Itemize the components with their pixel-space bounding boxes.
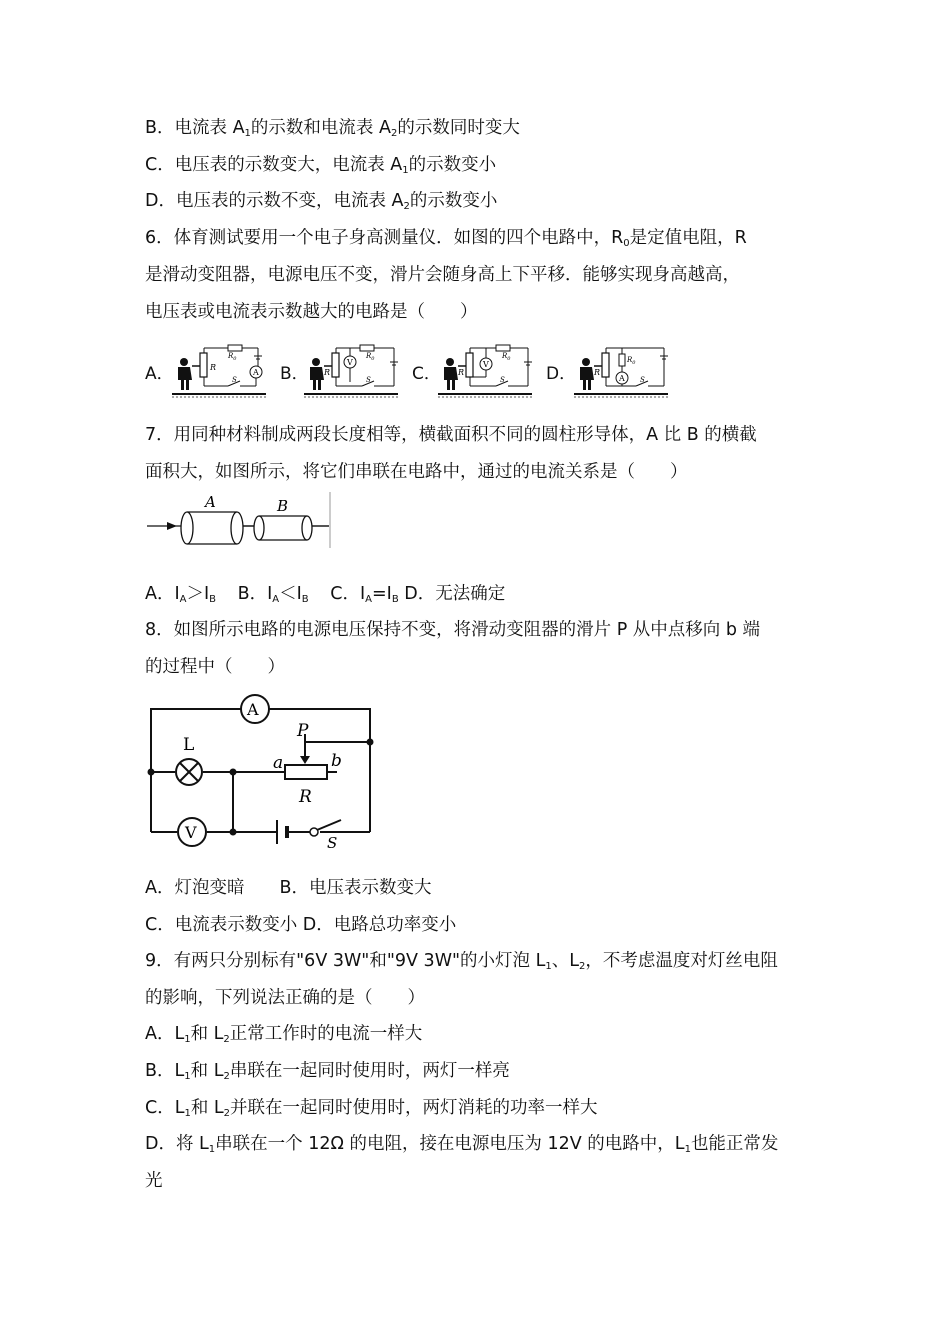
q6-option-b-label: B． bbox=[280, 364, 309, 384]
q5-option-b: B．电流表 $A_1$的示数和电流表 $A_2$的示数同时变大 bbox=[145, 118, 520, 139]
q6-stem-line1: 6．体育测试要用一个电子身高测量仪．如图的四个电路中，$R_0$是定值电阻，R bbox=[145, 228, 747, 249]
svg-text:R: R bbox=[458, 368, 465, 377]
q6-option-d-label: D． bbox=[546, 364, 577, 384]
svg-text:P: P bbox=[297, 721, 309, 741]
q8-stem-line1: 8．如图所示电路的电源电压保持不变，将滑动变阻器的滑片 P 从中点移向 b 端 bbox=[145, 620, 761, 640]
person-icon bbox=[310, 358, 324, 390]
svg-text:A: A bbox=[619, 374, 625, 383]
conductor-b bbox=[254, 516, 312, 540]
person-icon bbox=[444, 358, 458, 390]
svg-text:V: V bbox=[483, 360, 489, 369]
svg-text:B: B bbox=[277, 497, 289, 515]
svg-text:a: a bbox=[273, 753, 284, 773]
svg-text:A: A bbox=[205, 493, 216, 511]
q9-stem-line2: 的影响，下列说法正确的是（ ） bbox=[145, 988, 425, 1008]
q6-stem-line2: 是滑动变阻器，电源电压不变，滑片会随身高上下平移．能够实现身高越高， bbox=[145, 265, 740, 285]
svg-text:R: R bbox=[210, 363, 217, 372]
svg-text:S: S bbox=[500, 376, 505, 384]
svg-text:R0: $R_0$ bbox=[366, 352, 375, 362]
conductor-a bbox=[181, 512, 243, 544]
rheostat bbox=[285, 765, 327, 779]
q8-stem-line2: 的过程中（ ） bbox=[145, 657, 285, 677]
q7-stem-line2: 面积大，如图所示，将它们串联在电路中，通过的电流关系是（ ） bbox=[145, 462, 688, 482]
person-icon bbox=[580, 358, 594, 390]
current-arrow-icon bbox=[167, 522, 177, 530]
q6-circuit-d bbox=[572, 342, 672, 398]
q6-circuit-b bbox=[302, 342, 402, 398]
svg-text:S: S bbox=[232, 376, 237, 384]
svg-text:S: S bbox=[327, 834, 338, 850]
q7-conductors-figure bbox=[145, 490, 335, 552]
q9-stem-line1: 9．有两只分别标有"6V 3W"和"9V 3W"的小灯泡 $L_1$、$L_2$，不考虑温度对灯丝电阻 bbox=[145, 951, 778, 972]
q6-option-c-label: C． bbox=[412, 364, 441, 384]
q9-option-d-line2: 光 bbox=[145, 1171, 163, 1191]
slider-arrow-icon bbox=[300, 756, 310, 764]
svg-text:R: R bbox=[299, 787, 312, 807]
svg-text:b: b bbox=[331, 751, 342, 771]
svg-text:R: R bbox=[594, 368, 601, 377]
q6-stem-line3: 电压表或电流表示数越大的电路是（ ） bbox=[145, 302, 478, 322]
svg-text:S: S bbox=[366, 376, 371, 384]
svg-text:V: V bbox=[347, 358, 353, 367]
q8-options-line2: C．电流表示数变小 D．电路总功率变小 bbox=[145, 915, 457, 935]
q8-options-line1: A．灯泡变暗 B．电压表示数变大 bbox=[145, 878, 432, 898]
person-icon bbox=[178, 358, 192, 390]
q9-option-a: A．$L_1$和 $L_2$正常工作时的电流一样大 bbox=[145, 1024, 423, 1045]
q5-option-c: C．电压表的示数变大，电流表 $A_1$的示数变小 bbox=[145, 155, 497, 176]
svg-text:L: L bbox=[183, 735, 195, 755]
q7-options: A．$I_A>I_B$ B．$I_A<I_B$ C．$I_A=I_B$ D．无法确定 bbox=[145, 584, 506, 605]
q9-option-b: B．$L_1$和 $L_2$串联在一起同时使用时，两灯一样亮 bbox=[145, 1061, 510, 1082]
q5-option-d: D．电压表的示数不变，电流表 $A_2$的示数变小 bbox=[145, 191, 498, 212]
svg-text:A: A bbox=[253, 368, 259, 377]
svg-text:R0: $R_0$ bbox=[502, 352, 511, 362]
q9-option-c: C．$L_1$和 $L_2$并联在一起同时使用时，两灯消耗的功率一样大 bbox=[145, 1098, 598, 1119]
q6-option-a-label: A． bbox=[145, 364, 174, 384]
svg-text:S: S bbox=[640, 376, 645, 384]
q8-circuit-figure bbox=[145, 692, 380, 850]
q6-circuit-c bbox=[436, 342, 536, 398]
svg-text:R0: $R_0$ bbox=[228, 352, 237, 362]
q6-circuit-a bbox=[170, 342, 270, 398]
q7-stem-line1: 7．用同种材料制成两段长度相等，横截面积不同的圆柱形导体，A 比 B 的横截 bbox=[145, 425, 757, 445]
svg-text:R: R bbox=[324, 368, 331, 377]
svg-text:A: A bbox=[247, 700, 259, 719]
svg-text:R0: $R_0$ bbox=[627, 356, 636, 366]
svg-text:V: V bbox=[185, 823, 197, 842]
q9-option-d-line1: D．将 $L_1$串联在一个 12Ω 的电阻，接在电源电压为 12V 的电路中，$L_1$也能正常发 bbox=[145, 1134, 779, 1155]
